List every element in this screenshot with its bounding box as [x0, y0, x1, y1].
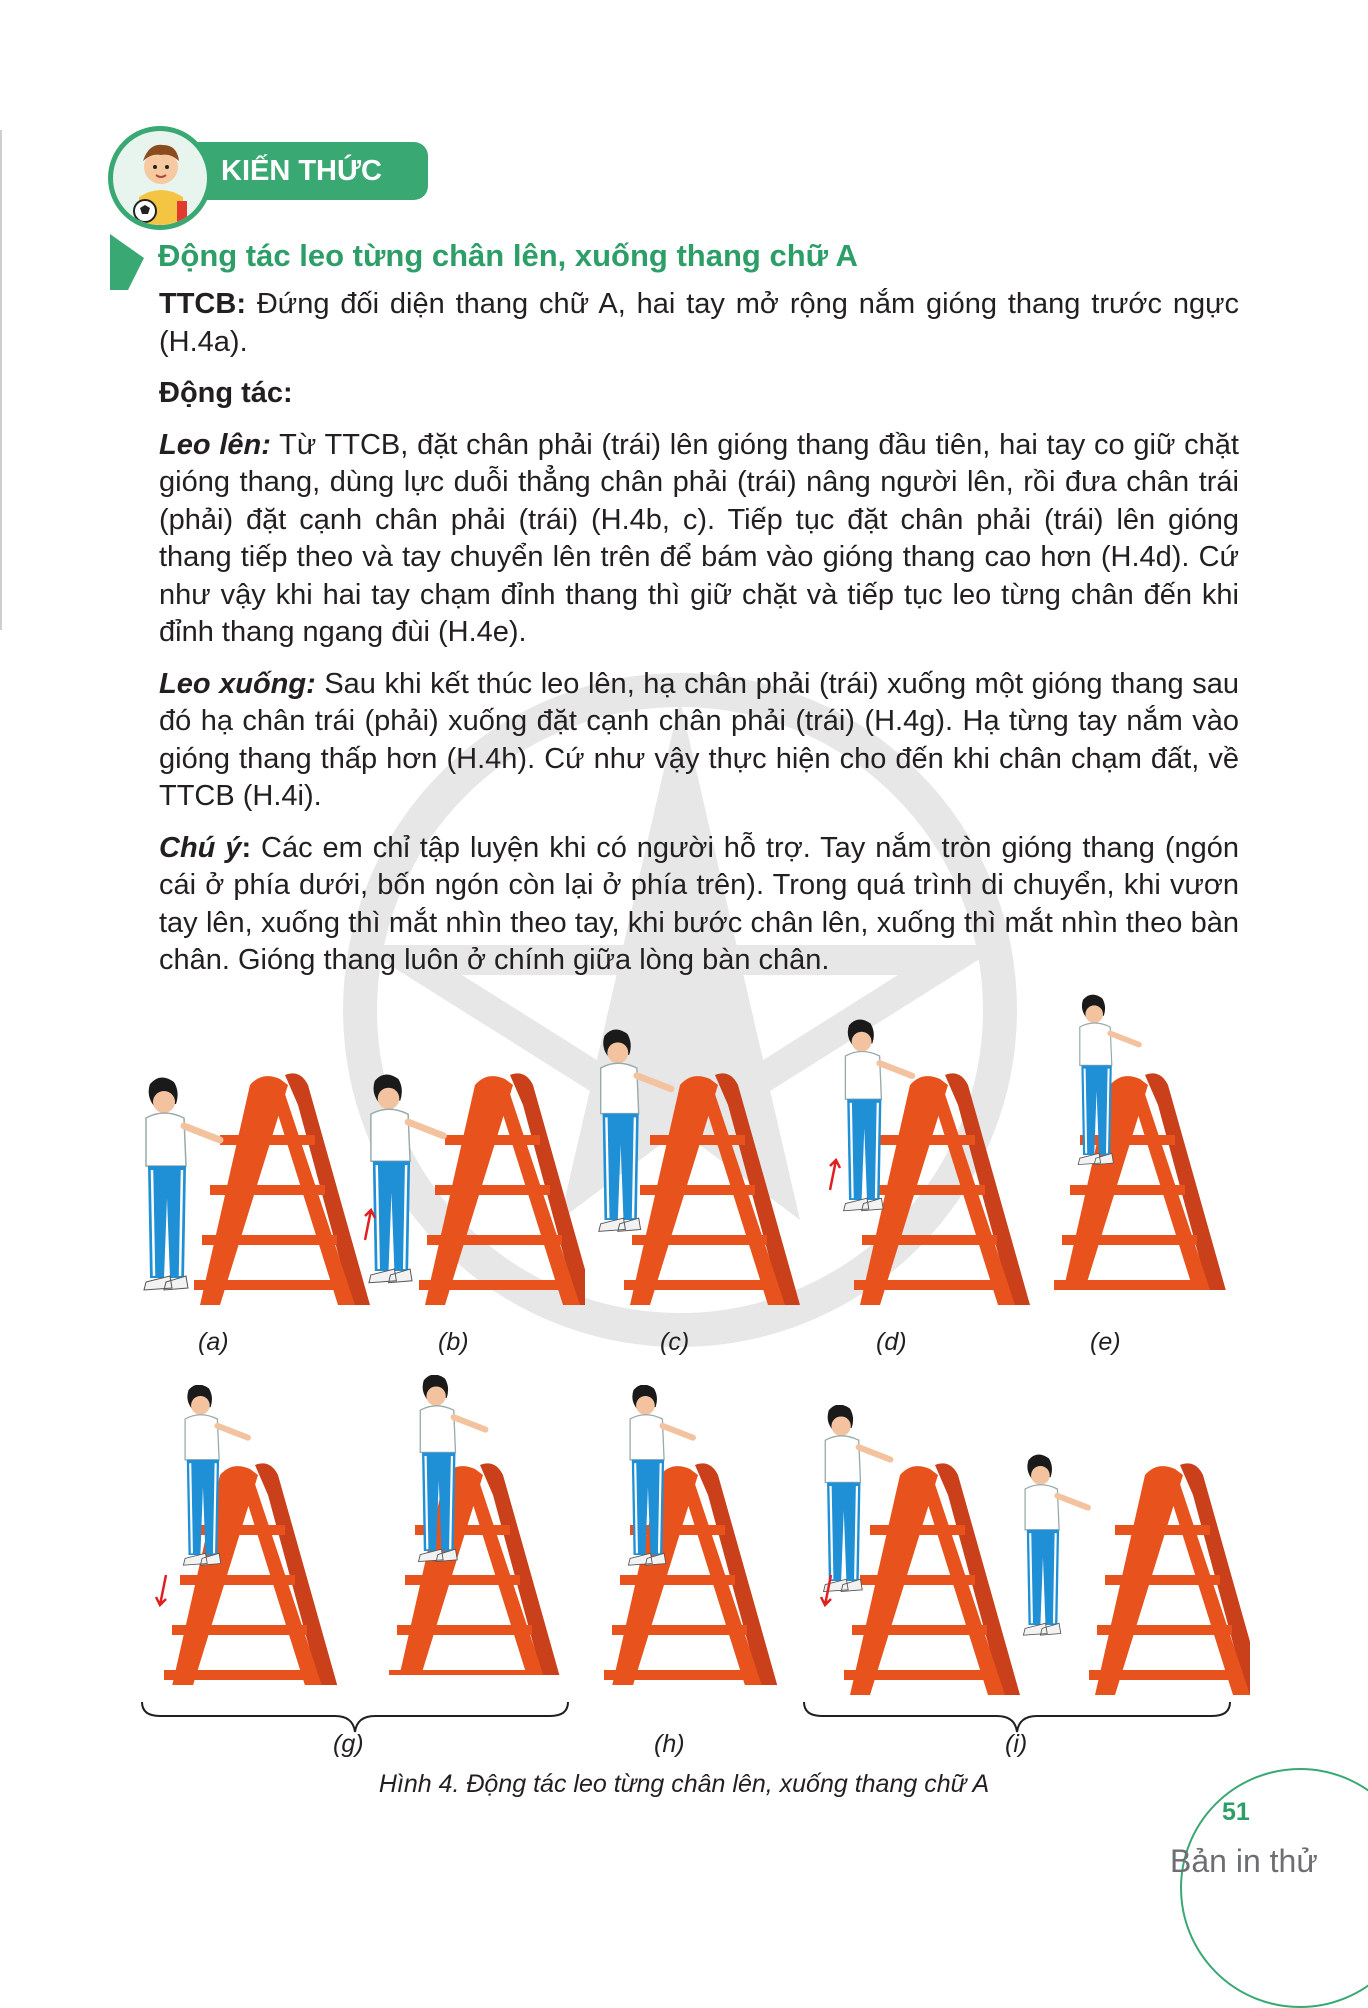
draft-print-note: Bản in thử [1170, 1843, 1318, 1879]
leo-xuong-label: Leo xuống: [159, 667, 316, 700]
chu-y-label: Chú ý [159, 831, 242, 864]
figure-label-g: (g) [333, 1730, 364, 1758]
ttcb-text: Đứng đối diện thang chữ A, hai tay mở rộng nắm gióng thang trước ngực (H.4a). [159, 288, 1239, 358]
dong-tac-heading [159, 375, 1239, 413]
leo-len-paragraph [159, 427, 1239, 652]
leo-len-text: Từ TTCB, đặt chân phải (trái) lên gióng thang đầu tiên, hai tay co giữ chặt gióng thang, dùng lực duỗi thẳng chân phải (trái) nâng người lên, rồi đưa chân trái (phải) đặt cạnh chân phải (trái) (H.4b, c). Tiếp tục đặt chân phải (trái) lên gióng thang tiếp theo và tay chuyển lên trên để bám vào gióng thang cao hơn (H.4d). Cứ như vậy khi hai tay chạm đỉnh thang thì giữ chặt và tiếp tục leo từng chân đến khi đỉnh thang ngang đùi (H.4e). [159, 428, 1239, 648]
page-number: 51 [1222, 1798, 1250, 1826]
section-title: Động tác leo từng chân lên, xuống thang chữ A [158, 238, 858, 273]
figure-caption: Hình 4. Động tác leo từng chân lên, xuống thang chữ A [378, 1770, 990, 1798]
ttcb-label: TTCB: [159, 288, 246, 320]
figure-g-1 [150, 1385, 380, 1685]
page-number-arc [1180, 1768, 1368, 2008]
figure-e [1040, 990, 1270, 1290]
leo-len-label: Leo lên: [159, 428, 271, 461]
figure-b [355, 1050, 585, 1350]
section-heading [108, 232, 1008, 292]
figure-label-i: (i) [1005, 1730, 1028, 1758]
figure-d [820, 1010, 1050, 1310]
leo-xuong-text: Sau khi kết thúc leo lên, hạ chân phải (trái) xuống một gióng thang sau đó hạ chân trái (phải) xuống đặt cạnh chân phải (trái) (H.4g). Hạ từng tay nắm vào gióng thang thấp hơn (H.4h). Cứ như vậy thực hiện cho đến khi chân chạm đất, về TTCB (H.4i). [159, 667, 1239, 812]
chu-y-colon: : [241, 831, 252, 864]
play-arrow-icon [108, 234, 148, 290]
figure-label-c: (c) [660, 1328, 690, 1356]
body-text [159, 286, 1239, 994]
page-edge-line [0, 130, 2, 630]
figure-c [590, 1020, 820, 1320]
dong-tac-label: Động tác: [159, 377, 293, 409]
figure-h [590, 1385, 820, 1685]
chu-y-paragraph [159, 830, 1239, 980]
figure-a [140, 1050, 370, 1350]
figure-i-2 [1020, 1420, 1250, 1720]
figure-g-2 [375, 1375, 605, 1675]
chu-y-text: Các em chỉ tập luyện khi có người hỗ trợ. Tay nắm tròn gióng thang (ngón cái ở phía dưới, bốn ngón còn lại ở phía trên). Trong quá trình di chuyển, khi vươn tay lên, xuống thì mắt nhìn theo tay, khi bước chân lên, xuống thì mắt nhìn theo bàn chân. Gióng thang luôn ở chính giữa lòng bàn chân. [159, 831, 1239, 976]
leo-xuong-paragraph [159, 666, 1239, 816]
figure-label-e: (e) [1090, 1328, 1121, 1356]
badge-label: KIẾN THỨC MỚI [173, 142, 428, 200]
ttcb-paragraph [159, 286, 1239, 361]
figure-label-h: (h) [654, 1730, 685, 1758]
figure-label-d: (d) [876, 1328, 907, 1356]
figure-i-1 [815, 1405, 1045, 1705]
figure-label-b: (b) [438, 1328, 469, 1356]
boy-mascot-icon [108, 126, 212, 230]
figure-label-a: (a) [198, 1328, 229, 1356]
